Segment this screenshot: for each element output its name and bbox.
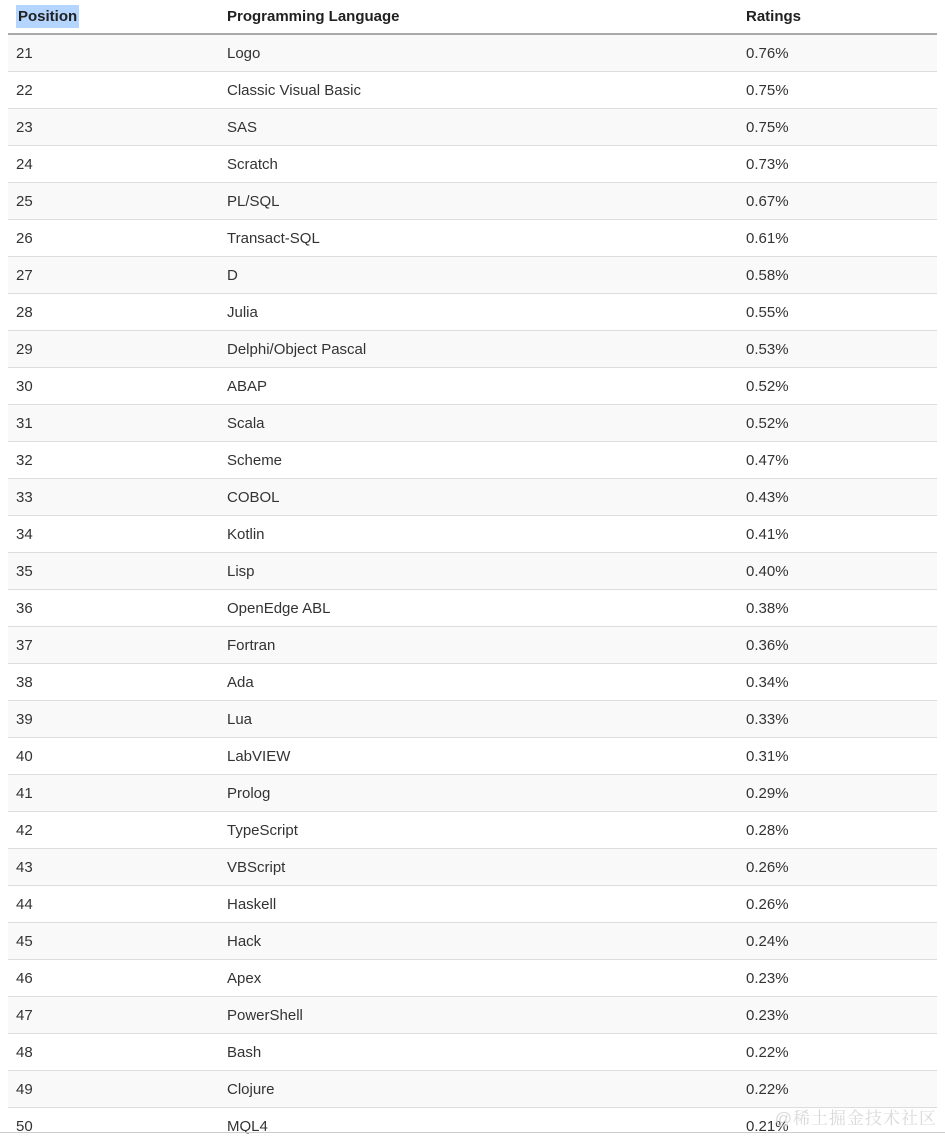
cell-language: PowerShell <box>219 997 738 1034</box>
cell-position: 34 <box>8 516 219 553</box>
cell-rating: 0.73% <box>738 146 937 183</box>
cell-rating: 0.75% <box>738 72 937 109</box>
cell-language: PL/SQL <box>219 183 738 220</box>
cell-language: Lua <box>219 701 738 738</box>
cell-language: Apex <box>219 960 738 997</box>
table-row <box>8 257 937 294</box>
cell-position: 44 <box>8 886 219 923</box>
cell-position: 28 <box>8 294 219 331</box>
cell-position: 50 <box>8 1108 219 1139</box>
cell-rating: 0.61% <box>738 220 937 257</box>
table-row <box>8 442 937 479</box>
cell-rating: 0.22% <box>738 1034 937 1071</box>
table-row <box>8 368 937 405</box>
cell-rating: 0.28% <box>738 812 937 849</box>
cell-language: Scratch <box>219 146 738 183</box>
cell-rating: 0.23% <box>738 960 937 997</box>
cell-position: 31 <box>8 405 219 442</box>
cell-position: 24 <box>8 146 219 183</box>
cell-position: 33 <box>8 479 219 516</box>
cell-position: 29 <box>8 331 219 368</box>
cell-rating: 0.38% <box>738 590 937 627</box>
cell-rating: 0.58% <box>738 257 937 294</box>
cell-rating: 0.36% <box>738 627 937 664</box>
cell-language: Logo <box>219 34 738 72</box>
table-row <box>8 960 937 997</box>
cell-rating: 0.26% <box>738 849 937 886</box>
cell-rating: 0.43% <box>738 479 937 516</box>
cell-position: 27 <box>8 257 219 294</box>
cell-position: 37 <box>8 627 219 664</box>
cell-language: Scheme <box>219 442 738 479</box>
table-row <box>8 738 937 775</box>
cell-language: Classic Visual Basic <box>219 72 738 109</box>
table-row <box>8 72 937 109</box>
cell-language: Transact-SQL <box>219 220 738 257</box>
table-row <box>8 331 937 368</box>
column-header-position <box>8 0 219 34</box>
cell-rating: 0.23% <box>738 997 937 1034</box>
cell-language: Fortran <box>219 627 738 664</box>
cell-position: 47 <box>8 997 219 1034</box>
watermark: @稀土掘金技术社区 <box>774 1109 937 1128</box>
table-row <box>8 294 937 331</box>
cell-rating: 0.53% <box>738 331 937 368</box>
cell-rating: 0.67% <box>738 183 937 220</box>
cell-position: 22 <box>8 72 219 109</box>
table-row <box>8 849 937 886</box>
cell-position: 41 <box>8 775 219 812</box>
cell-rating: 0.29% <box>738 775 937 812</box>
cell-language: COBOL <box>219 479 738 516</box>
cell-rating: 0.76% <box>738 34 937 72</box>
cell-position: 46 <box>8 960 219 997</box>
table-row <box>8 1034 937 1071</box>
cell-rating: 0.31% <box>738 738 937 775</box>
cell-position: 40 <box>8 738 219 775</box>
cell-position: 42 <box>8 812 219 849</box>
table-row <box>8 553 937 590</box>
cell-position: 32 <box>8 442 219 479</box>
table-row <box>8 701 937 738</box>
column-header-ratings: Ratings <box>738 0 937 34</box>
cell-language: Julia <box>219 294 738 331</box>
cell-language: VBScript <box>219 849 738 886</box>
table-row <box>8 627 937 664</box>
cell-rating: 0.26% <box>738 886 937 923</box>
cell-position: 25 <box>8 183 219 220</box>
cell-language: Prolog <box>219 775 738 812</box>
cell-language: D <box>219 257 738 294</box>
cell-position: 48 <box>8 1034 219 1071</box>
table-row <box>8 886 937 923</box>
table-row <box>8 664 937 701</box>
table-row <box>8 590 937 627</box>
table-body <box>8 34 937 1139</box>
cell-rating: 0.47% <box>738 442 937 479</box>
cell-position: 36 <box>8 590 219 627</box>
cell-position: 43 <box>8 849 219 886</box>
table-row <box>8 997 937 1034</box>
table-row <box>8 405 937 442</box>
cell-rating: 0.52% <box>738 368 937 405</box>
cell-language: Delphi/Object Pascal <box>219 331 738 368</box>
cell-position: 21 <box>8 34 219 72</box>
cell-rating: 0.21% <box>738 1108 937 1139</box>
table-row <box>8 775 937 812</box>
cell-language: Hack <box>219 923 738 960</box>
table-row <box>8 479 937 516</box>
cell-language: Ada <box>219 664 738 701</box>
table-row <box>8 109 937 146</box>
selected-text-highlight: Position <box>16 5 79 28</box>
cell-language: Bash <box>219 1034 738 1071</box>
cell-language: Lisp <box>219 553 738 590</box>
cell-language: OpenEdge ABL <box>219 590 738 627</box>
cell-language: SAS <box>219 109 738 146</box>
cell-position: 23 <box>8 109 219 146</box>
table-row <box>8 220 937 257</box>
cell-rating: 0.33% <box>738 701 937 738</box>
cell-position: 45 <box>8 923 219 960</box>
table-row <box>8 812 937 849</box>
cell-rating: 0.55% <box>738 294 937 331</box>
cell-rating: 0.40% <box>738 553 937 590</box>
cell-rating: 0.22% <box>738 1071 937 1108</box>
cell-rating: 0.52% <box>738 405 937 442</box>
cell-position: 38 <box>8 664 219 701</box>
table-row <box>8 34 937 72</box>
table-header <box>8 0 937 34</box>
cell-language: MQL4 <box>219 1108 738 1139</box>
cell-position: 30 <box>8 368 219 405</box>
cell-language: LabVIEW <box>219 738 738 775</box>
cell-language: Scala <box>219 405 738 442</box>
cell-position: 39 <box>8 701 219 738</box>
table-row <box>8 923 937 960</box>
table-row <box>8 146 937 183</box>
column-header-programming-language: Programming Language <box>219 0 738 34</box>
cell-language: TypeScript <box>219 812 738 849</box>
bottom-divider <box>0 1132 945 1133</box>
table-row <box>8 1071 937 1108</box>
table-row <box>8 516 937 553</box>
cell-language: ABAP <box>219 368 738 405</box>
cell-rating: 0.34% <box>738 664 937 701</box>
cell-rating: 0.24% <box>738 923 937 960</box>
cell-rating: 0.41% <box>738 516 937 553</box>
language-ranking-table <box>8 0 937 1139</box>
cell-language: Kotlin <box>219 516 738 553</box>
cell-position: 49 <box>8 1071 219 1108</box>
cell-language: Haskell <box>219 886 738 923</box>
table-header-row <box>8 0 937 34</box>
cell-language: Clojure <box>219 1071 738 1108</box>
cell-rating: 0.75% <box>738 109 937 146</box>
table-row <box>8 183 937 220</box>
cell-position: 35 <box>8 553 219 590</box>
cell-position: 26 <box>8 220 219 257</box>
